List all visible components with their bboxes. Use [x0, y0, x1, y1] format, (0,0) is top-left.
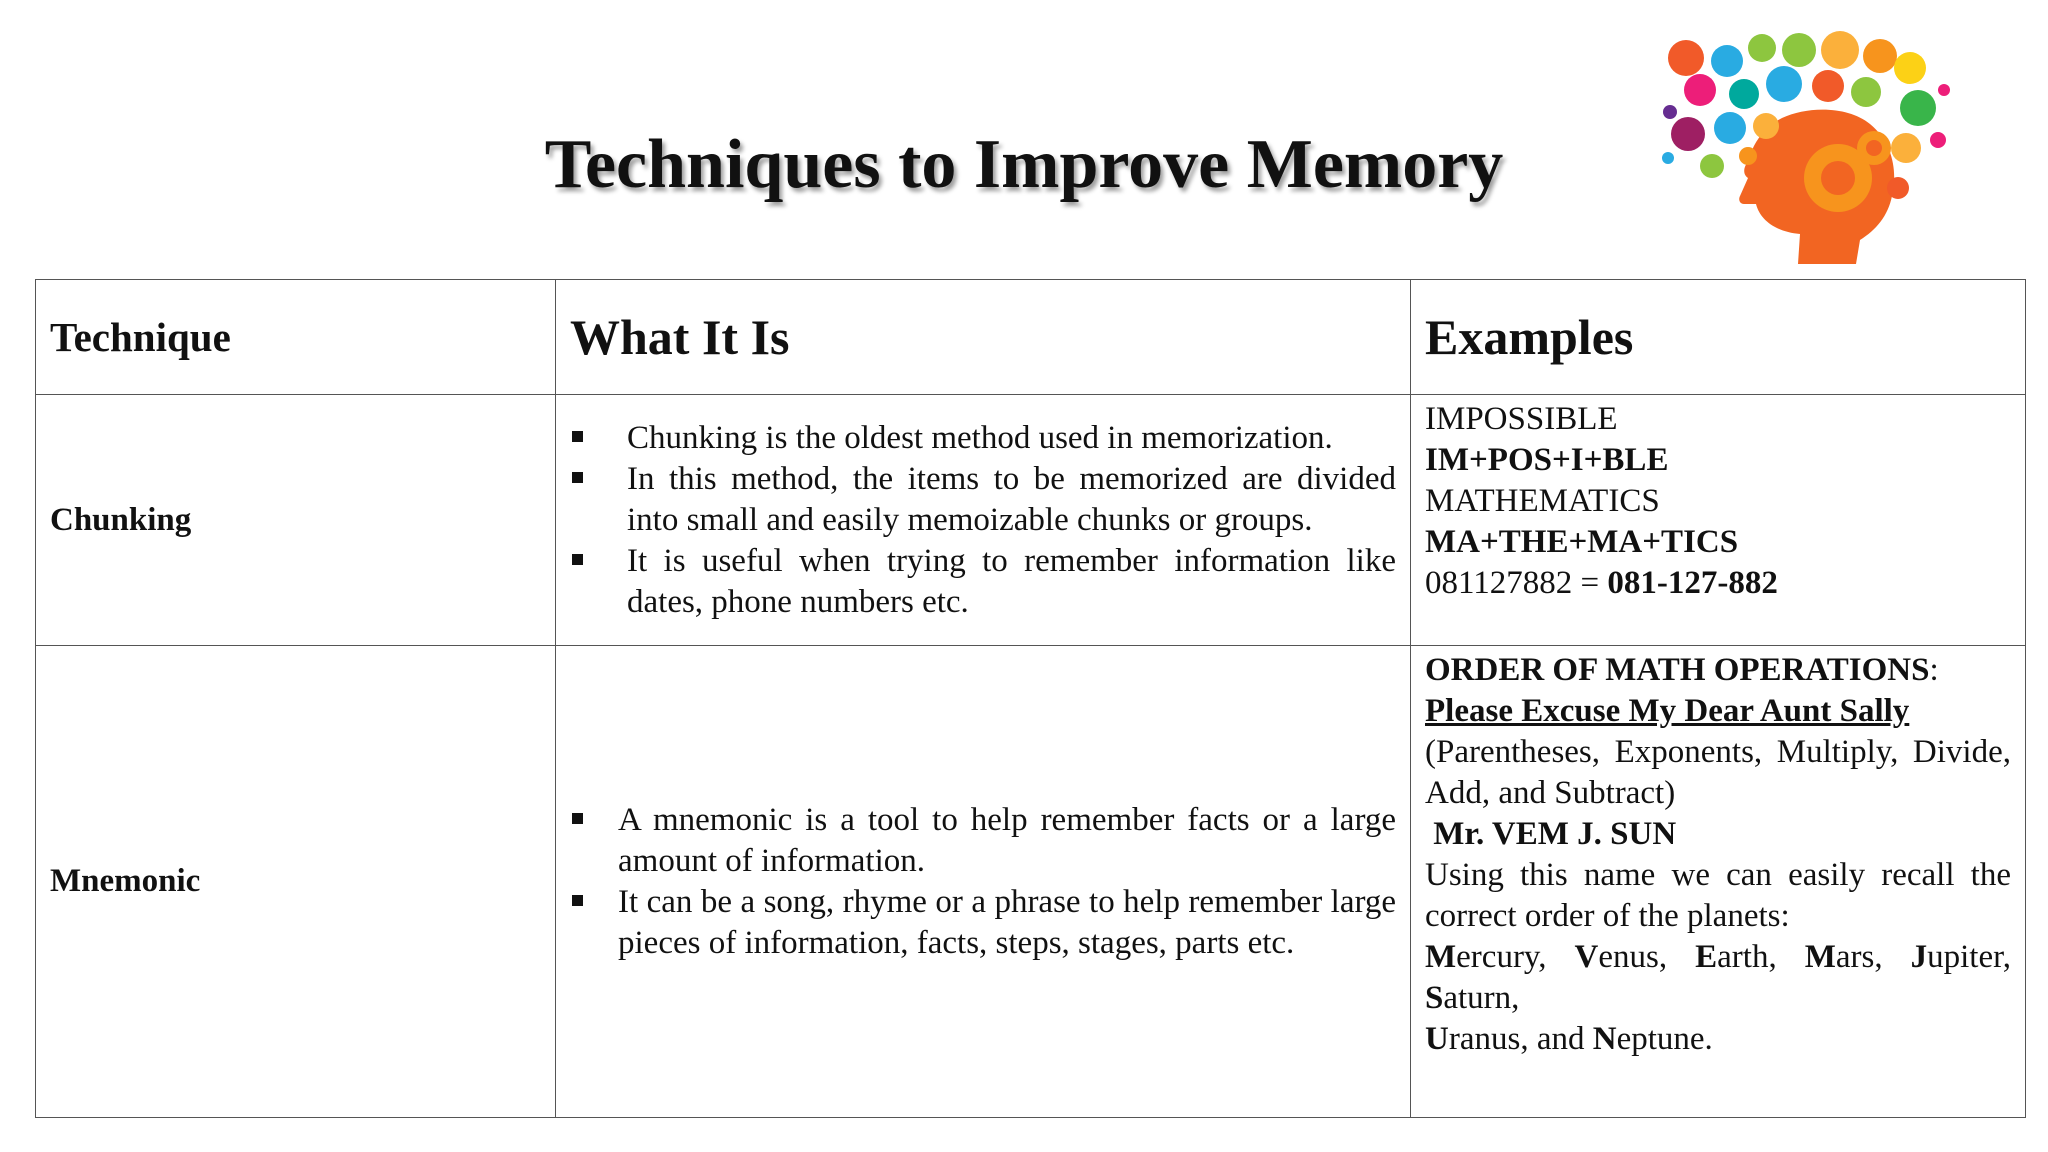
- header-what-it-is: What It Is: [556, 280, 1411, 395]
- bullet-square-icon: [572, 472, 583, 483]
- header-examples: Examples: [1411, 280, 2026, 395]
- description-cell: [556, 395, 1411, 646]
- bullet-square-icon: [572, 813, 583, 824]
- example-description: Using this name we can easily recall the correct order of the planets:: [1425, 857, 2011, 934]
- header-technique: Technique: [36, 280, 556, 395]
- examples-cell: [1411, 395, 2026, 646]
- bullet-item: Chunking is the oldest method used in memorization.: [570, 418, 1396, 459]
- bullet-item: It is useful when trying to remember information like dates, phone numbers etc.: [570, 541, 1396, 623]
- slide-title: Techniques to Improve Memory: [544, 126, 1504, 203]
- bullet-square-icon: [572, 895, 583, 906]
- planet-list: Uranus, and Neptune.: [1425, 1021, 1713, 1057]
- table-row-mnemonic: [36, 646, 2026, 1118]
- examples-cell: [1411, 646, 2026, 1118]
- example-phrase: Please Excuse My Dear Aunt Sally: [1425, 693, 1910, 729]
- header-row: [36, 280, 2026, 395]
- brain-head-icon: [1648, 28, 1958, 264]
- bullet-square-icon: [572, 554, 583, 565]
- example-expansion: (Parentheses, Exponents, Multiply, Divide, Add, and Subtract): [1425, 734, 2011, 811]
- bullet-item: In this method, the items to be memorized are divided into small and easily memoizable chunks or groups.: [570, 459, 1396, 541]
- planet-list: Mercury, Venus, Earth, Mars, Jupiter, Saturn,: [1425, 939, 2012, 1016]
- techniques-table: [35, 279, 2026, 1118]
- description-cell: [556, 646, 1411, 1118]
- example-name: Mr. VEM J. SUN: [1433, 816, 1677, 852]
- bullet-item: A mnemonic is a tool to help remember facts or a large amount of information.: [570, 800, 1396, 882]
- bullet-item: It can be a song, rhyme or a phrase to help remember large pieces of information, facts, steps, stages, parts etc.: [570, 882, 1396, 964]
- example-word: IMPOSSIBLE: [1425, 401, 1618, 437]
- bullet-list: [570, 800, 1396, 964]
- example-heading: ORDER OF MATH OPERATIONS:: [1425, 652, 1939, 688]
- example-word: MATHEMATICS: [1425, 483, 1660, 519]
- example-number: 081127882 = 081-127-882: [1425, 565, 1778, 601]
- table-row-chunking: [36, 395, 2026, 646]
- bullet-list: [570, 418, 1396, 623]
- bullet-square-icon: [572, 431, 583, 442]
- example-chunked: IM+POS+I+BLE: [1425, 442, 1669, 478]
- technique-name: Chunking: [36, 395, 556, 646]
- technique-name: Mnemonic: [36, 646, 556, 1118]
- example-chunked: MA+THE+MA+TICS: [1425, 524, 1739, 560]
